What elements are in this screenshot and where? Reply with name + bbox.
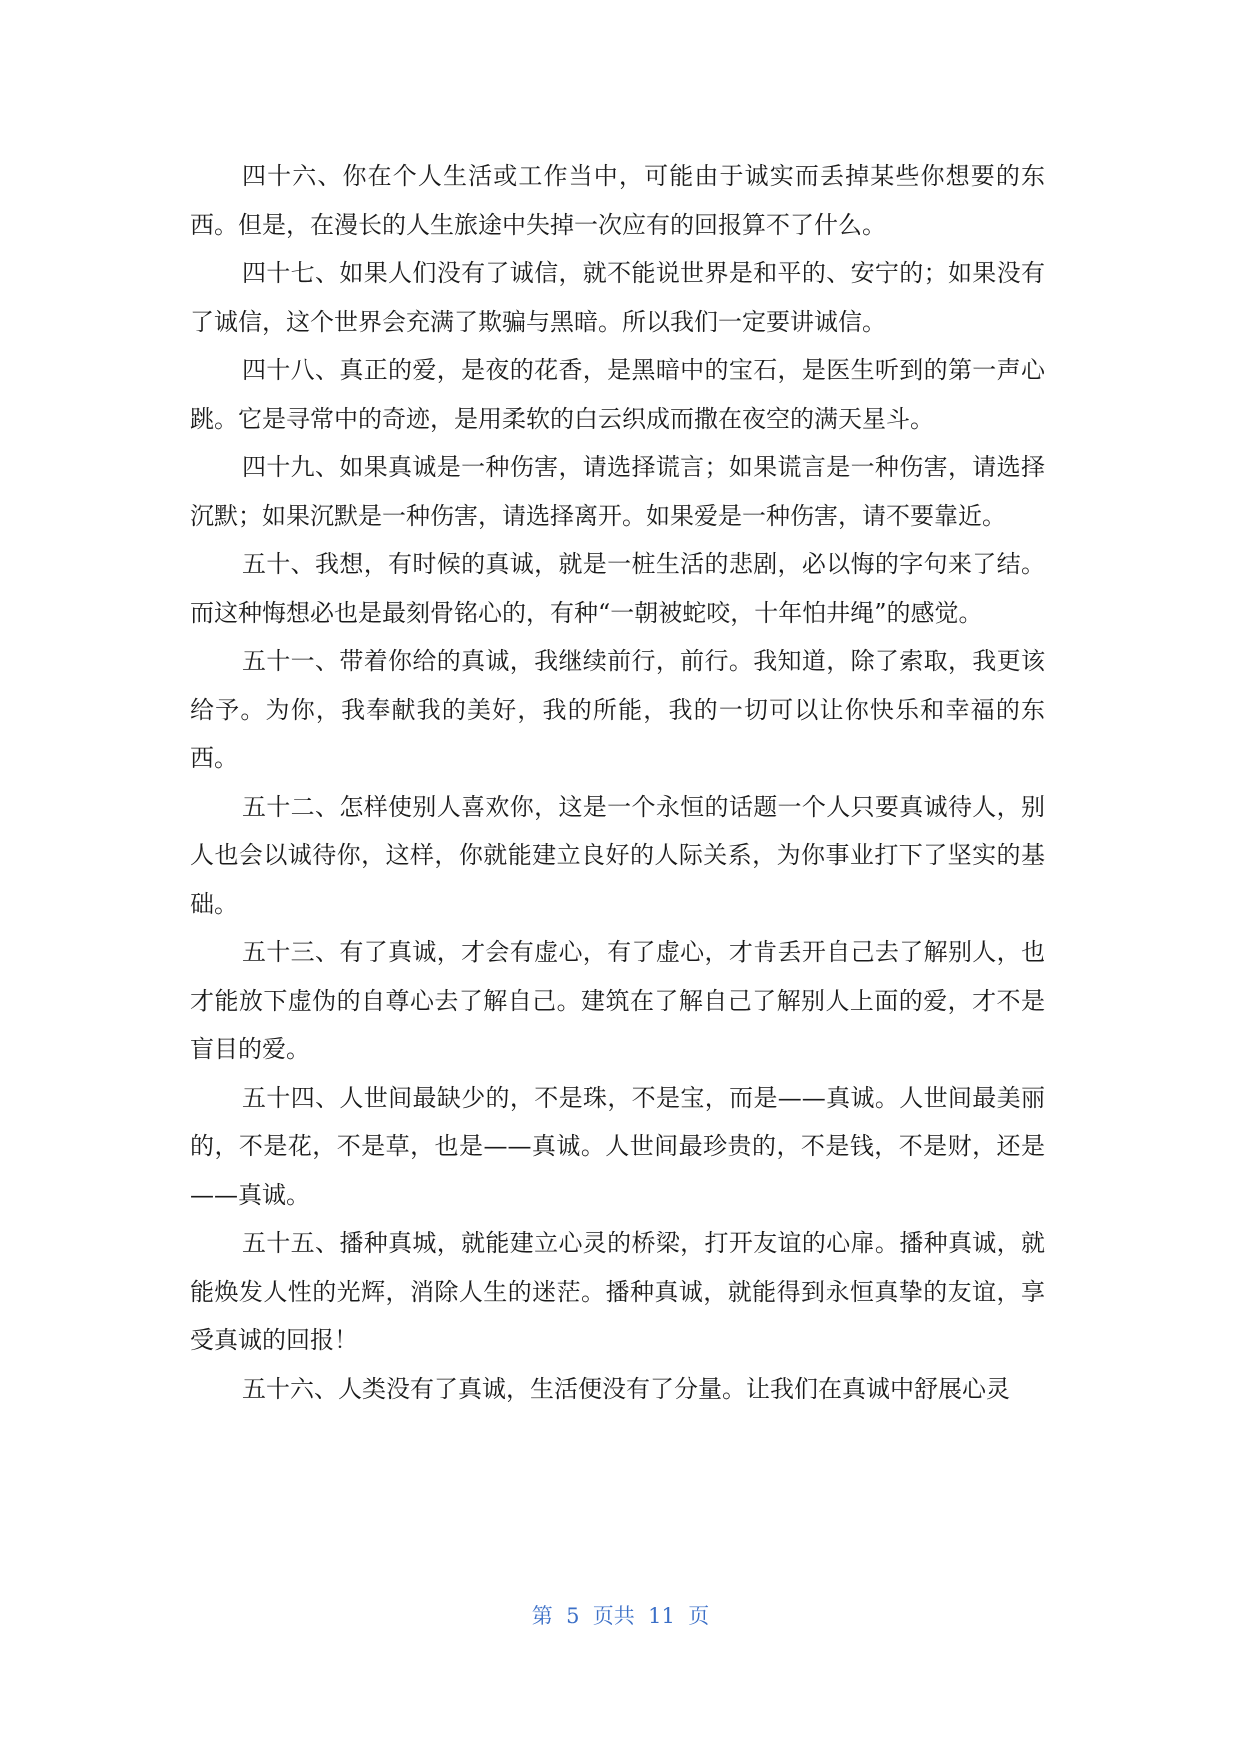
document-body — [190, 152, 1045, 1413]
paragraph-55: 五十五、播种真城，就能建立心灵的桥梁，打开友谊的心扉。播种真诚，就能焕发人性的光辉，消除人生的迷茫。播种真诚，就能得到永恒真挚的友谊，享受真诚的回报！ — [190, 1229, 1045, 1354]
paragraph-53: 五十三、有了真诚，才会有虚心，有了虚心，才肯丢开自己去了解别人，也才能放下虚伪的自尊心去了解自己。建筑在了解自己了解别人上面的爱，才不是盲目的爱。 — [190, 938, 1045, 1063]
paragraph-50: 五十、我想，有时候的真诚，就是一桩生活的悲剧，必以悔的字句来了结。而这种悔想必也是最刻骨铭心的，有种“一朝被蛇咬，十年怕井绳”的感觉。 — [190, 550, 1045, 627]
paragraph-54: 五十四、人世间最缺少的，不是珠，不是宝，而是——真诚。人世间最美丽的，不是花，不是草，也是——真诚。人世间最珍贵的，不是钱，不是财，还是——真诚。 — [190, 1083, 1045, 1209]
paragraph-52: 五十二、怎样使别人喜欢你，这是一个永恒的话题一个人只要真诚待人，别人也会以诚待你，这样，你就能建立良好的人际关系，为你事业打下了坚实的基础。 — [190, 792, 1045, 918]
paragraph-56: 五十六、人类没有了真诚，生活便没有了分量。让我们在真诚中舒展心灵 — [242, 1374, 1010, 1403]
paragraph-51: 五十一、带着你给的真诚，我继续前行，前行。我知道，除了索取，我更该给予。为你，我奉献我的美好，我的所能，我的一切可以让你快乐和幸福的东西。 — [190, 647, 1045, 772]
paragraph-48: 四十八、真正的爱，是夜的花香，是黑暗中的宝石，是医生听到的第一声心跳。它是寻常中的奇迹，是用柔软的白云织成而撒在夜空的满天星斗。 — [190, 356, 1045, 433]
paragraph-47: 四十七、如果人们没有了诚信，就不能说世界是和平的、安宁的；如果没有了诚信，这个世界会充满了欺骗与黑暗。所以我们一定要讲诚信。 — [190, 259, 1045, 336]
page-number-footer: 第 5 页共 11 页 — [531, 1604, 710, 1628]
paragraph-46: 四十六、你在个人生活或工作当中，可能由于诚实而丢掉某些你想要的东西。但是，在漫长的人生旅途中失掉一次应有的回报算不了什么。 — [190, 162, 1045, 239]
paragraph-49: 四十九、如果真诚是一种伤害，请选择谎言；如果谎言是一种伤害，请选择沉默；如果沉默是一种伤害，请选择离开。如果爱是一种伤害，请不要靠近。 — [190, 453, 1045, 530]
